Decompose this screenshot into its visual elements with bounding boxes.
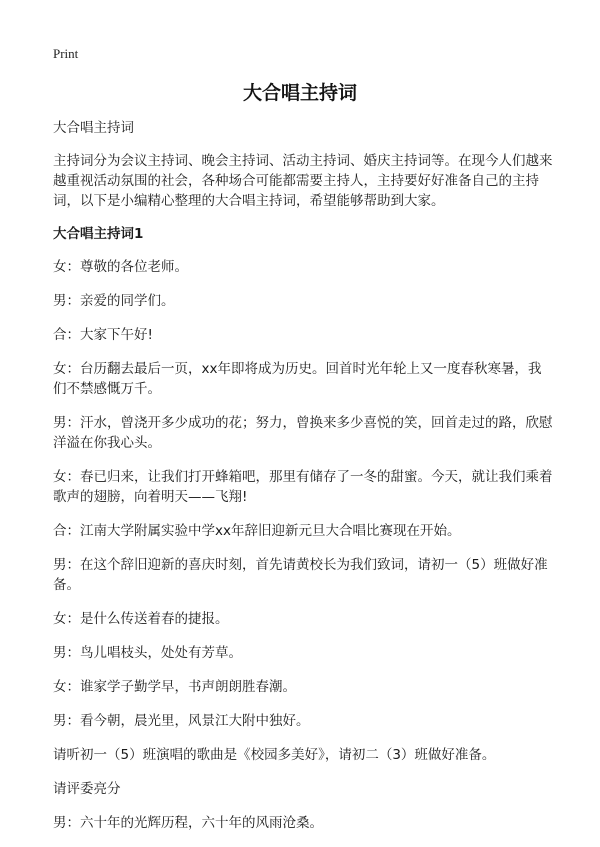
print-link[interactable]: Print [53,46,79,61]
script-line: 男：六十年的光辉历程，六十年的风雨沧桑。 [53,815,323,831]
script-line: 合：大家下午好! [53,327,153,343]
document-body [53,118,553,847]
script-line: 男：鸟儿唱枝头，处处有芳草。 [53,645,242,661]
script-line: 男：看今朝，晨光里，风景江大附中独好。 [53,713,310,729]
script-line: 男：亲爱的同学们。 [53,293,175,309]
script-line: 合：江南大学附属实验中学xx年辞旧迎新元旦大合唱比赛现在开始。 [53,523,461,539]
document-subtitle: 大合唱主持词 [53,120,134,136]
script-line: 女：是什么传送着春的捷报。 [53,611,229,627]
intro-paragraph: 主持词分为会议主持词、晚会主持词、活动主持词、婚庆主持词等。在现今人们越来越重视活动氛围的社会，各种场合可能都需要主持人，主持要好好准备自己的主持词，以下是小编精心整理的大合唱主持词，希望能够帮助到大家。 [53,153,553,209]
script-line: 男：汗水，曾浇开多少成功的花；努力，曾换来多少喜悦的笑，回首走过的路，欣慰洋溢在你我心头。 [53,415,553,451]
script-line: 女：尊敬的各位老师。 [53,259,188,275]
page-title: 大合唱主持词 [242,82,357,104]
script-line: 请评委亮分 [53,781,121,797]
script-line: 女：春已归来，让我们打开蜂箱吧，那里有储存了一冬的甜蜜。今天，就让我们乘着歌声的翅膀，向着明天——飞翔! [53,469,553,505]
script-line: 女：台历翻去最后一页，xx年即将成为历史。回首时光年轮上又一度春秋寒暑，我们不禁感慨万千。 [53,361,542,397]
script-line: 请听初一（5）班演唱的歌曲是《校园多美好》，请初二（3）班做好准备。 [53,747,496,763]
section-heading: 大合唱主持词1 [53,226,144,242]
script-line: 女：谁家学子勤学早，书声朗朗胜春潮。 [53,679,296,695]
script-line: 男：在这个辞旧迎新的喜庆时刻，首先请黄校长为我们致词，请初一（5）班做好准备。 [53,557,548,593]
